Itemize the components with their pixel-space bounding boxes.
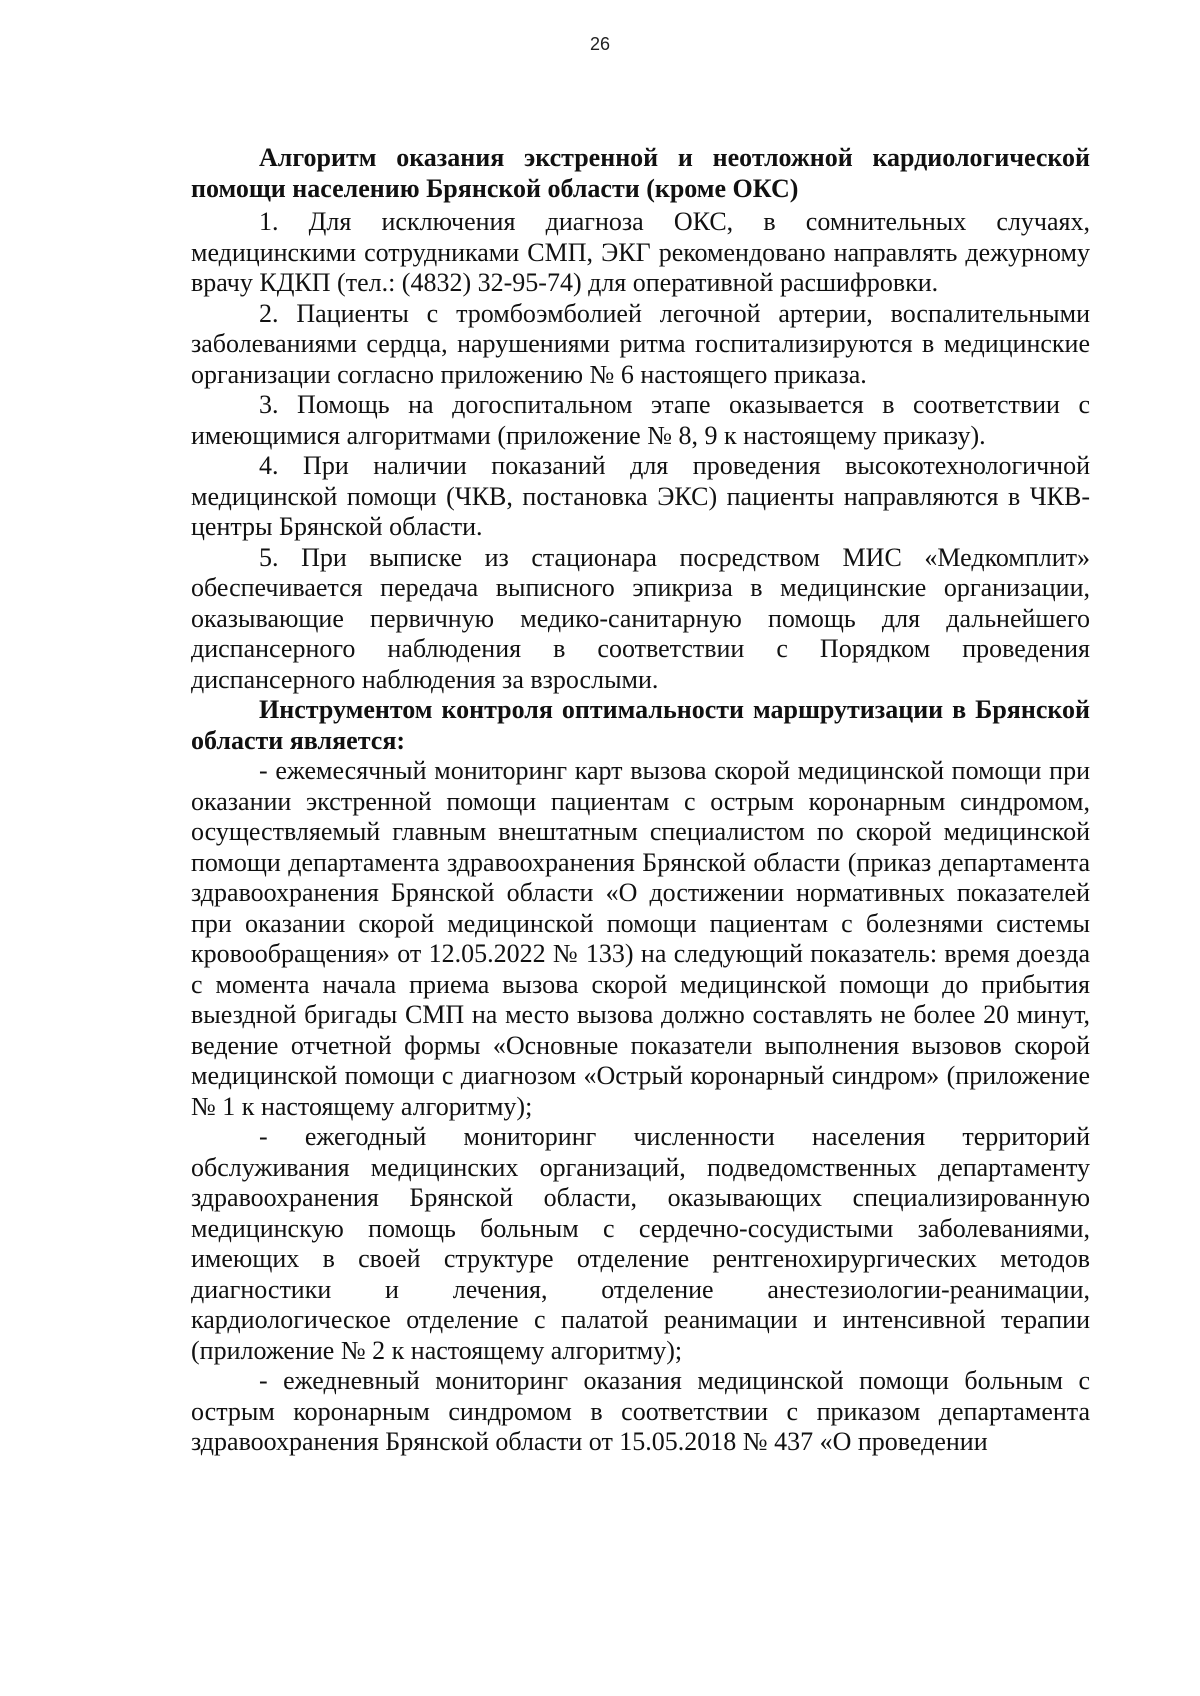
document-body bbox=[191, 143, 1090, 1458]
numbered-item-4: 4. При наличии показаний для проведения высокотехнологичной медицинской помощи (ЧКВ, постановка ЭКС) пациенты направляются в ЧКВ-центры Брянской области. bbox=[191, 451, 1090, 541]
numbered-item-1: 1. Для исключения диагноза ОКС, в сомнительных случаях, медицинскими сотрудниками СМП, ЭКГ рекомендовано направлять дежурному врачу КДКП (тел.: (4832) 32-95-74) для оперативной расшифровки. bbox=[191, 207, 1090, 297]
numbered-item-3: 3. Помощь на догоспитальном этапе оказывается в соответствии с имеющимися алгоритмами (приложение № 8, 9 к настоящему приказу). bbox=[191, 390, 1090, 450]
section-heading: Инструментом контроля оптимальности маршрутизации в Брянской области является: bbox=[191, 695, 1090, 755]
numbered-item-2: 2. Пациенты с тромбоэмболией легочной артерии, воспалительными заболеваниями сердца, нарушениями ритма госпитализируются в медицинские организации согласно приложению № 6 настоящего приказа. bbox=[191, 298, 1090, 389]
bullet-monthly-monitoring: - ежемесячный мониторинг карт вызова скорой медицинской помощи при оказании экстренной помощи пациентам с острым коронарным синдромом, осуществляемый главным внештатным специалистом по скорой медицинской помощи департамента здравоохранения Брянской области (приказ департамента здравоохранения Брянской области «О достижении нормативных показателей при оказании скорой медицинской помощи пациентам с болезнями системы кровообращения» от 12.05.2022 № 133) на следующий показатель: время доезда с момента начала приема вызова скорой медицинской помощи до прибытия выездной бригады СМП на место вызова должно составлять не более 20 минут, ведение отчетной формы «Основные показатели выполнения вызовов скорой медицинской помощи с диагнозом «Острый коронарный синдром» (приложение № 1 к настоящему алгоритму); bbox=[191, 756, 1090, 1121]
bullet-annual-monitoring: - ежегодный мониторинг численности населения территорий обслуживания медицинских организаций, подведомственных департаменту здравоохранения Брянской области, оказывающих специализированную медицинскую помощь больным с сердечно-сосудистыми заболеваниями, имеющих в своей структуре отделение рентгенохирургических методов диагностики и лечения, отделение анестезиологии-реанимации, кардиологическое отделение с палатой реанимации и интенсивной терапии (приложение № 2 к настоящему алгоритму); bbox=[191, 1122, 1090, 1365]
page-number: 26 bbox=[589, 34, 611, 54]
bullet-daily-monitoring: - ежедневный мониторинг оказания медицинской помощи больным с острым коронарным синдромом в соответствии с приказом департамента здравоохранения Брянской области от 15.05.2018 № 437 «О проведении bbox=[191, 1366, 1090, 1456]
document-title: Алгоритм оказания экстренной и неотложной кардиологической помощи населению Брянской области (кроме ОКС) bbox=[191, 143, 1090, 203]
numbered-item-5: 5. При выписке из стационара посредством МИС «Медкомплит» обеспечивается передача выписного эпикриза в медицинские организации, оказывающие первичную медико-санитарную помощь для дальнейшего диспансерного наблюдения в соответствии с Порядком проведения диспансерного наблюдения за взрослыми. bbox=[191, 542, 1090, 694]
